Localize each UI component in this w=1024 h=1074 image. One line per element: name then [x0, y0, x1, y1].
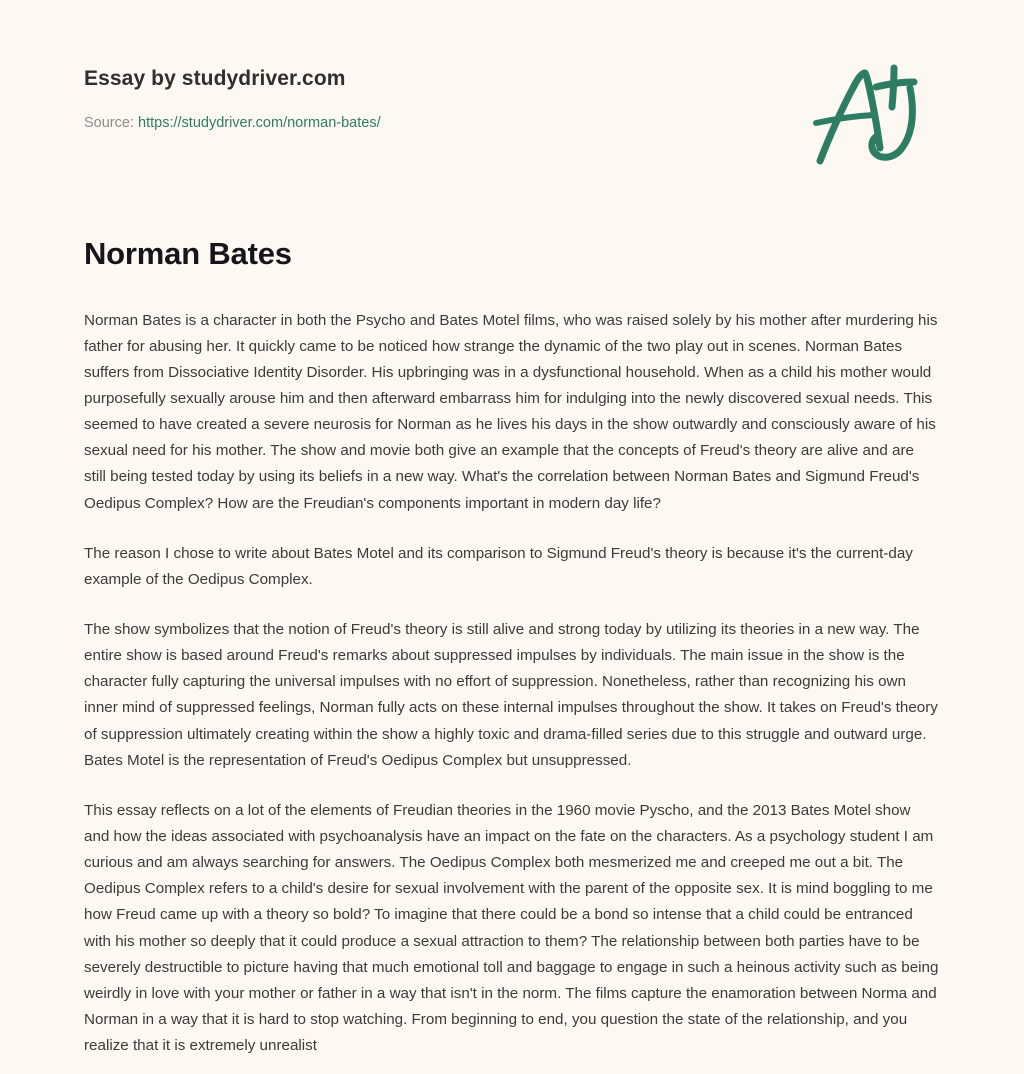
source-line: [84, 114, 381, 133]
source-label: Source:: [84, 115, 134, 132]
essay-byline: Essay by studydriver.com: [84, 67, 346, 90]
document-header: [84, 0, 940, 180]
paragraph: Norman Bates is a character in both the Psycho and Bates Motel films, who was raised solely by his mother after murdering his father for abusing her. It quickly came to be noticed how strange the dynamic of the two play out in scenes. Norman Bates suffers from Dissociative Identity Disorder. His upbringing was in a dysfunctional household. When as a child his mother would purposefully sexually arouse him and then afterward embarrass him for indulging into the newly discovered sexual needs. This seemed to have created a severe neurosis for Norman as he lives his days in the show outwardly and consciously aware of his sexual need for his mother. The show and movie both give an example that the concepts of Freud's theory are alive and are still being tested today by using its beliefs in a new way. What's the correlation between Norman Bates and Sigmund Freud's Oedipus Complex? How are the Freudian's components important in modern day life?: [84, 311, 938, 512]
source-url-link[interactable]: https://studydriver.com/norman-bates/: [138, 115, 381, 132]
essay-body: [84, 272, 940, 1060]
header-text-block: [84, 66, 381, 133]
page-title: Norman Bates: [84, 236, 292, 271]
a-plus-logo-icon: [806, 60, 926, 170]
paragraph: This essay reflects on a lot of the elements of Freudian theories in the 1960 movie Pyscho, and the 2013 Bates Motel show and how the ideas associated with psychoanalysis have an impact on the fate on the characters. As a psychology student I am curious and am always searching for answers. The Oedipus Complex both mesmerized me and creeped me out a bit. The Oedipus Complex refers to a child's desire for sexual involvement with the parent of the opposite sex. It is mind boggling to me how Freud came up with a theory so bold? To imagine that there could be a bond so intense that a child could be entranced with his mother so deeply that it could produce a sexual attraction to them? The relationship between both parties have to be severely destructible to picture having that much emotional toll and baggage to engage in such a heinous activity such as being weirdly in love with your mother or father in a way that isn't in the norm. The films capture the enamoration between Norma and Norman in a way that it is hard to stop watching. From beginning to end, you question the state of the relationship, and you realize that it is extremely unrealist: [84, 801, 939, 1055]
a-plus-logo: [806, 60, 926, 170]
paragraph: The reason I chose to write about Bates Motel and its comparison to Sigmund Freud's theory is because it's the current-day example of the Oedipus Complex.: [84, 544, 913, 588]
paragraph: The show symbolizes that the notion of Freud's theory is still alive and strong today by utilizing its theories in a new way. The entire show is based around Freud's remarks about suppressed impulses by individuals. The main issue in the show is the character fully capturing the universal impulses with no effort of suppression. Nonetheless, rather than recognizing his own inner mind of suppressed feelings, Norman fully acts on these internal impulses throughout the show. It takes on Freud's theory of suppression ultimately creating within the show a highly toxic and drama-filled series due to this struggle and outward urge. Bates Motel is the representation of Freud's Oedipus Complex but unsuppressed.: [84, 621, 938, 769]
